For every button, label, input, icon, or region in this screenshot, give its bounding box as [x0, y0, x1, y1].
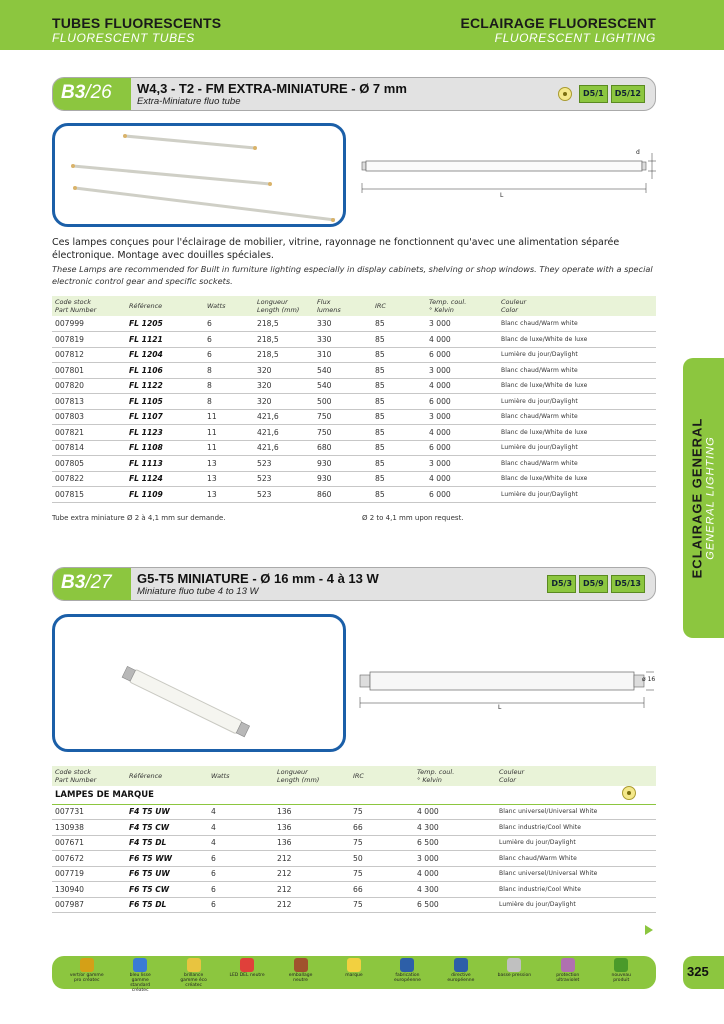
section1-code — [53, 78, 131, 110]
cell-code: 007814 — [52, 440, 126, 456]
cell-temp: 4 300 — [414, 882, 496, 898]
cell-color: Blanc chaud/Warm white — [498, 363, 656, 379]
legend-icon — [240, 958, 254, 972]
section1-product-photo — [52, 123, 346, 227]
cell-temp: 3 000 — [426, 363, 498, 379]
energy-class-icon — [558, 87, 572, 101]
table-row[interactable] — [52, 378, 656, 394]
cell-temp: 4 000 — [414, 804, 496, 820]
header-left-title: TUBES FLUORESCENTS — [52, 15, 222, 31]
legend-icon — [507, 958, 521, 972]
cell-watts: 4 — [208, 835, 274, 851]
cell-code: 130938 — [52, 820, 126, 836]
cell-temp: 6 000 — [426, 347, 498, 363]
cell-color: Blanc de luxe/White de luxe — [498, 378, 656, 394]
cell-code: 007805 — [52, 456, 126, 472]
cell-code: 007822 — [52, 471, 126, 487]
cell-code: 007999 — [52, 316, 126, 332]
cell-watts: 13 — [204, 471, 254, 487]
legend-item — [69, 958, 105, 983]
section1-code-prefix: B3 — [61, 82, 86, 103]
cell-color: Blanc de luxe/White de luxe — [498, 471, 656, 487]
table-row[interactable] — [52, 456, 656, 472]
legend-label: fabrication européenne — [393, 973, 421, 983]
cell-length: 212 — [274, 897, 350, 913]
cell-code: 007803 — [52, 409, 126, 425]
cell-temp: 4 300 — [414, 820, 496, 836]
cell-temp: 4 000 — [426, 332, 498, 348]
cell-color: Lumière du jour/Daylight — [496, 897, 656, 913]
section2-code-prefix: B3 — [61, 572, 86, 593]
cell-irc: 85 — [372, 394, 426, 410]
legend-icon — [294, 958, 308, 972]
cell-color: Blanc industrie/Cool White — [496, 882, 656, 898]
col-header-length: Longueur Length (mm) — [254, 296, 314, 316]
cell-length: 523 — [254, 471, 314, 487]
legend-item — [283, 958, 319, 983]
section2-subtitle: Miniature fluo tube 4 to 13 W — [137, 586, 259, 597]
cell-watts: 11 — [204, 425, 254, 441]
table-row[interactable] — [52, 363, 656, 379]
side-tab-subtitle: GENERAL LIGHTING — [704, 436, 717, 560]
table-row[interactable] — [52, 471, 656, 487]
legend-label: protection ultraviolet — [556, 973, 580, 983]
col-header-code: Code stock Part Number — [52, 296, 126, 316]
cell-irc: 66 — [350, 882, 414, 898]
cell-code: 007812 — [52, 347, 126, 363]
section2-dim-d-label: ø 16 — [642, 676, 656, 683]
cell-watts: 6 — [208, 851, 274, 867]
cell-ref: FL 1105 — [126, 394, 204, 410]
cell-color: Blanc chaud/Warm white — [498, 456, 656, 472]
cell-ref: F4 T5 UW — [126, 804, 208, 820]
cell-irc: 75 — [350, 866, 414, 882]
section2-code-suffix: /27 — [85, 572, 112, 593]
cell-length: 212 — [274, 851, 350, 867]
cell-length: 212 — [274, 882, 350, 898]
section2-badge[interactable]: D5/13 — [611, 575, 645, 593]
cell-ref: FL 1106 — [126, 363, 204, 379]
cell-watts: 4 — [208, 804, 274, 820]
cell-code: 007821 — [52, 425, 126, 441]
cell-temp: 3 000 — [426, 456, 498, 472]
table-row[interactable] — [52, 332, 656, 348]
cell-ref: F6 T5 UW — [126, 866, 208, 882]
col-header-code: Code stock Part Number — [52, 766, 126, 786]
header-left — [52, 15, 221, 45]
legend-label: brillance gamme éco créatec — [180, 973, 207, 988]
section2-title: G5-T5 MINIATURE - Ø 16 mm - 4 à 13 W — [137, 571, 379, 586]
col-header-ref: Référence — [126, 296, 204, 316]
cell-color: Blanc universel/Universal White — [496, 804, 656, 820]
cell-length: 218,5 — [254, 332, 314, 348]
table-row[interactable] — [52, 851, 656, 867]
legend-item — [336, 958, 372, 978]
side-tab-label — [690, 418, 717, 579]
footer-legend — [52, 956, 656, 993]
cell-flux: 680 — [314, 440, 372, 456]
section1-title: W4,3 - T2 - FM EXTRA-MINIATURE - Ø 7 mm — [137, 81, 407, 96]
legend-label: basse pression — [497, 973, 532, 978]
section1-dim-l-label: L — [500, 192, 504, 199]
cell-length: 523 — [254, 487, 314, 503]
header-right-subtitle: FLUORESCENT LIGHTING — [494, 31, 656, 45]
cell-irc: 75 — [350, 897, 414, 913]
section1-description — [52, 236, 662, 287]
legend-item — [496, 958, 532, 978]
group-row — [52, 786, 656, 804]
section1-description-fr: Ces lampes conçues pour l'éclairage de mobilier, vitrine, rayonnage ne fonctionnent qu'avec une alimentation séparée électronique. Montage avec douilles spéciales. — [52, 237, 620, 261]
cell-temp: 4 000 — [426, 471, 498, 487]
cell-watts: 8 — [204, 394, 254, 410]
section2-badge[interactable]: D5/9 — [579, 575, 608, 593]
section1-code-suffix: /26 — [85, 82, 112, 103]
cell-code: 007987 — [52, 897, 126, 913]
cell-irc: 85 — [372, 363, 426, 379]
legend-item — [550, 958, 586, 983]
cell-color: Lumière du jour/Daylight — [498, 487, 656, 503]
legend-icon — [400, 958, 414, 972]
cell-flux: 330 — [314, 332, 372, 348]
header-right-title: ECLAIRAGE FLUORESCENT — [460, 15, 656, 31]
cell-color: Blanc industrie/Cool White — [496, 820, 656, 836]
section2-title-bar — [52, 567, 656, 601]
cell-code: 007801 — [52, 363, 126, 379]
section2-code — [53, 568, 131, 600]
col-header-temp: Temp. coul. ° Kelvin — [414, 766, 496, 786]
cell-irc: 85 — [372, 425, 426, 441]
cell-length: 136 — [274, 804, 350, 820]
cell-ref: F6 T5 WW — [126, 851, 208, 867]
cell-watts: 6 — [204, 332, 254, 348]
table-row[interactable] — [52, 866, 656, 882]
cell-watts: 6 — [208, 866, 274, 882]
cell-ref: FL 1108 — [126, 440, 204, 456]
cell-temp: 4 000 — [426, 378, 498, 394]
cell-code: 007813 — [52, 394, 126, 410]
legend-label: nouveau produit — [611, 973, 631, 983]
cell-irc: 75 — [350, 804, 414, 820]
col-header-watts: Watts — [208, 766, 274, 786]
legend-label: bleu lisse gamme standard créatec — [129, 973, 151, 993]
cell-length: 320 — [254, 378, 314, 394]
section2-table — [52, 766, 656, 913]
cell-ref: FL 1109 — [126, 487, 204, 503]
cell-temp: 6 000 — [426, 487, 498, 503]
legend-label: vert/or gamme pro créatec — [69, 973, 104, 983]
cell-color: Blanc de luxe/White de luxe — [498, 332, 656, 348]
cell-ref: F4 T5 CW — [126, 820, 208, 836]
cell-flux: 930 — [314, 471, 372, 487]
table-row[interactable] — [52, 882, 656, 898]
col-header-flux: Flux lumens — [314, 296, 372, 316]
cell-watts: 4 — [208, 820, 274, 836]
legend-item — [443, 958, 479, 983]
table-row[interactable] — [52, 487, 656, 503]
section1-badge[interactable]: D5/1 — [579, 85, 608, 103]
cell-length: 136 — [274, 820, 350, 836]
group-label: LAMPES DE MARQUE — [52, 786, 496, 804]
energy-class-icon — [622, 786, 636, 800]
col-header-irc: IRC — [350, 766, 414, 786]
cell-ref: FL 1123 — [126, 425, 204, 441]
cell-flux: 310 — [314, 347, 372, 363]
page-number-tab — [683, 956, 724, 989]
table-row[interactable] — [52, 394, 656, 410]
cell-length: 421,6 — [254, 440, 314, 456]
section2-dimension-drawing — [358, 668, 658, 722]
cell-ref: FL 1121 — [126, 332, 204, 348]
cell-code: 130940 — [52, 882, 126, 898]
table-row[interactable] — [52, 820, 656, 836]
cell-temp: 6 500 — [414, 897, 496, 913]
cell-ref: FL 1204 — [126, 347, 204, 363]
cell-length: 320 — [254, 394, 314, 410]
cell-flux: 500 — [314, 394, 372, 410]
cell-irc: 85 — [372, 347, 426, 363]
cell-temp: 3 000 — [414, 851, 496, 867]
side-tab-title: ECLAIRAGE GENERAL — [689, 417, 705, 579]
cell-watts: 11 — [204, 409, 254, 425]
table-row[interactable] — [52, 347, 656, 363]
cell-length: 136 — [274, 835, 350, 851]
section1-title-bar — [52, 77, 656, 111]
cell-flux: 540 — [314, 378, 372, 394]
cell-watts: 6 — [204, 347, 254, 363]
cell-length: 320 — [254, 363, 314, 379]
legend-item — [176, 958, 212, 988]
section1-note-fr: Tube extra miniature Ø 2 à 4,1 mm sur demande. — [52, 514, 226, 522]
cell-ref: F4 T5 DL — [126, 835, 208, 851]
cell-watts: 13 — [204, 487, 254, 503]
cell-temp: 6 000 — [426, 394, 498, 410]
table-header-row — [52, 766, 656, 786]
table-row[interactable] — [52, 316, 656, 332]
cell-watts: 11 — [204, 440, 254, 456]
cell-color: Lumière du jour/Daylight — [496, 835, 656, 851]
cell-temp: 6 500 — [414, 835, 496, 851]
col-header-ref: Référence — [126, 766, 208, 786]
col-header-watts: Watts — [204, 296, 254, 316]
cell-irc: 85 — [372, 456, 426, 472]
legend-item — [229, 958, 265, 978]
section1-note-en: Ø 2 to 4,1 mm upon request. — [362, 514, 464, 522]
section1-badges — [558, 85, 645, 103]
cell-code: 007672 — [52, 851, 126, 867]
cell-color: Blanc chaud/Warm white — [498, 409, 656, 425]
cell-ref: F6 T5 CW — [126, 882, 208, 898]
cell-length: 523 — [254, 456, 314, 472]
legend-item — [122, 958, 158, 993]
cell-temp: 6 000 — [426, 440, 498, 456]
legend-icon — [614, 958, 628, 972]
legend-label: LED DEL neutre — [229, 973, 265, 978]
cell-irc: 85 — [372, 487, 426, 503]
cell-color: Lumière du jour/Daylight — [498, 394, 656, 410]
cell-flux: 750 — [314, 409, 372, 425]
cell-watts: 8 — [204, 363, 254, 379]
cell-ref: FL 1113 — [126, 456, 204, 472]
cell-length: 212 — [274, 866, 350, 882]
page-header — [0, 0, 724, 50]
cell-irc: 66 — [350, 820, 414, 836]
cell-color: Blanc chaud/Warm White — [496, 851, 656, 867]
col-header-temp: Temp. coul. ° Kelvin — [426, 296, 498, 316]
cell-ref: FL 1122 — [126, 378, 204, 394]
cell-color: Lumière du jour/Daylight — [498, 347, 656, 363]
cell-watts: 6 — [208, 882, 274, 898]
cell-ref: FL 1205 — [126, 316, 204, 332]
col-header-color: Couleur Color — [496, 766, 656, 786]
table-row[interactable] — [52, 425, 656, 441]
cell-code: 007719 — [52, 866, 126, 882]
side-tab[interactable] — [683, 358, 724, 638]
cell-color: Blanc universel/Universal White — [496, 866, 656, 882]
legend-label: marque — [345, 973, 363, 978]
legend-item — [389, 958, 425, 983]
cell-ref: F6 T5 DL — [126, 897, 208, 913]
cell-code: 007815 — [52, 487, 126, 503]
section1-table — [52, 296, 656, 503]
cell-ref: FL 1107 — [126, 409, 204, 425]
section1-description-en: These Lamps are recommended for Built in furniture lighting especially in display cabinets, shelving or shop windows. They operate with a special electronic control gear and specific sockets. — [52, 264, 653, 286]
header-right — [460, 15, 656, 45]
cell-flux: 860 — [314, 487, 372, 503]
cell-code: 007671 — [52, 835, 126, 851]
cell-irc: 85 — [372, 332, 426, 348]
cell-watts: 6 — [204, 316, 254, 332]
cell-flux: 750 — [314, 425, 372, 441]
cell-irc: 75 — [350, 835, 414, 851]
table-row[interactable] — [52, 897, 656, 913]
cell-irc: 85 — [372, 440, 426, 456]
section2-badge[interactable]: D5/3 — [547, 575, 576, 593]
cell-flux: 330 — [314, 316, 372, 332]
legend-icon — [347, 958, 361, 972]
section2-dim-l-label: L — [498, 704, 502, 711]
page-number: 325 — [687, 964, 709, 979]
legend-icon — [561, 958, 575, 972]
cell-watts: 13 — [204, 456, 254, 472]
cell-color: Blanc chaud/Warm white — [498, 316, 656, 332]
cell-irc: 85 — [372, 471, 426, 487]
col-header-color: Couleur Color — [498, 296, 656, 316]
cell-color: Lumière du jour/Daylight — [498, 440, 656, 456]
cell-irc: 50 — [350, 851, 414, 867]
section2-product-photo — [52, 614, 346, 752]
legend-label: emballage neutre — [288, 973, 313, 983]
cell-code: 007820 — [52, 378, 126, 394]
table-row[interactable] — [52, 835, 656, 851]
cell-length: 218,5 — [254, 316, 314, 332]
section2-badges — [547, 575, 645, 593]
cell-code: 007819 — [52, 332, 126, 348]
legend-icon — [80, 958, 94, 972]
section1-dim-d-label: d — [636, 149, 640, 156]
table-row[interactable] — [52, 440, 656, 456]
cell-irc: 85 — [372, 316, 426, 332]
section1-subtitle: Extra-Miniature fluo tube — [137, 96, 241, 107]
legend-icon — [454, 958, 468, 972]
cell-ref: FL 1124 — [126, 471, 204, 487]
table-header-row — [52, 296, 656, 316]
cell-temp: 3 000 — [426, 409, 498, 425]
cell-length: 421,6 — [254, 425, 314, 441]
legend-item — [603, 958, 639, 983]
cell-length: 421,6 — [254, 409, 314, 425]
table-row[interactable] — [52, 804, 656, 820]
legend-icon — [133, 958, 147, 972]
next-page-arrow-icon[interactable] — [645, 925, 653, 935]
cell-color: Blanc de luxe/White de luxe — [498, 425, 656, 441]
cell-flux: 930 — [314, 456, 372, 472]
cell-watts: 8 — [204, 378, 254, 394]
legend-icon — [187, 958, 201, 972]
section1-dimension-drawing — [360, 147, 660, 211]
header-left-subtitle: FLUORESCENT TUBES — [52, 31, 195, 45]
section1-badge[interactable]: D5/12 — [611, 85, 645, 103]
cell-irc: 85 — [372, 378, 426, 394]
cell-code: 007731 — [52, 804, 126, 820]
col-header-length: Longueur Length (mm) — [274, 766, 350, 786]
cell-temp: 3 000 — [426, 316, 498, 332]
cell-irc: 85 — [372, 409, 426, 425]
cell-flux: 540 — [314, 363, 372, 379]
cell-watts: 6 — [208, 897, 274, 913]
table-row[interactable] — [52, 409, 656, 425]
cell-temp: 4 000 — [426, 425, 498, 441]
legend-label: directive européenne — [447, 973, 475, 983]
cell-length: 218,5 — [254, 347, 314, 363]
col-header-irc: IRC — [372, 296, 426, 316]
cell-temp: 4 000 — [414, 866, 496, 882]
